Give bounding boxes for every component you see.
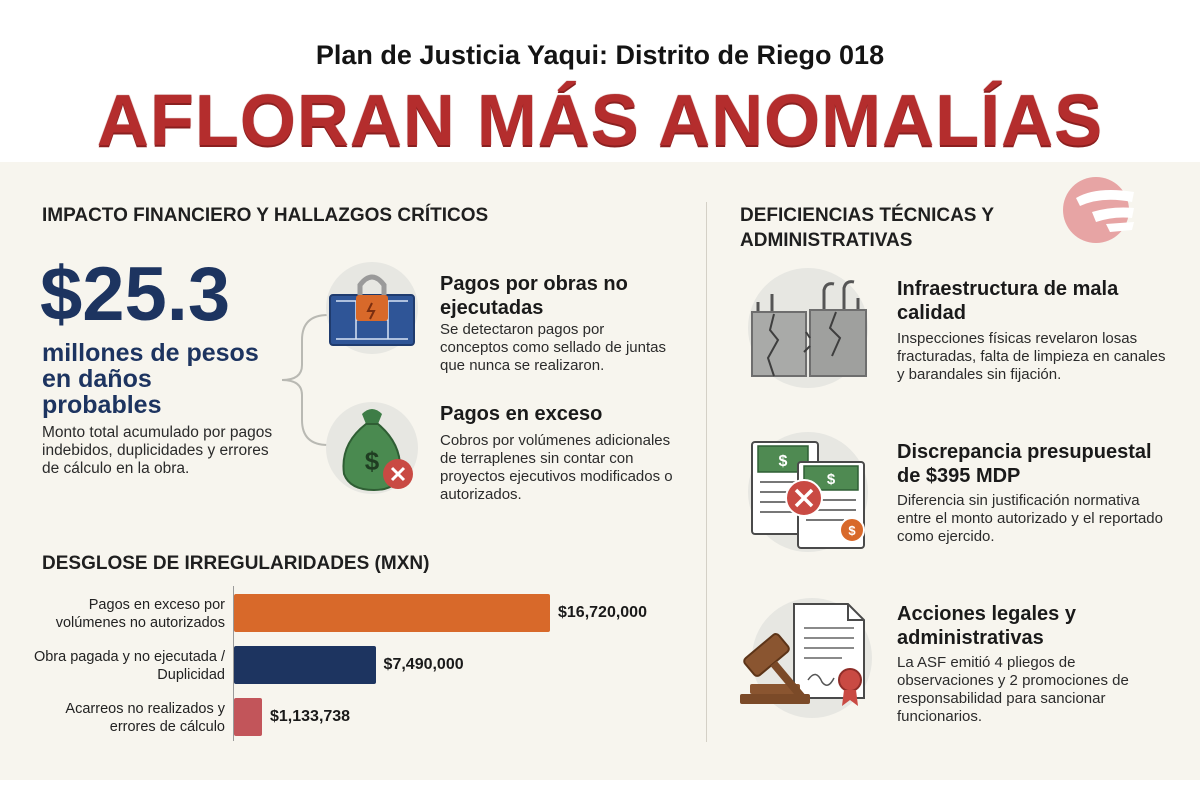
item-title-excess-payments: Pagos en exceso [440, 403, 603, 425]
svg-text:$: $ [826, 471, 836, 488]
page-subtitle: Plan de Justicia Yaqui: Distrito de Riego 018 [315, 40, 885, 70]
svg-text:$: $ [848, 523, 856, 538]
svg-text:$: $ [778, 453, 788, 470]
logo-icon [1062, 172, 1138, 246]
bar-label-1: Obra pagada y no ejecutada / Duplicidad [33, 649, 225, 683]
item-desc-poor-infrastructure: Inspecciones físicas revelaron losas fracturadas, falta de limpieza en canales y barandales sin fijación. [897, 330, 1166, 383]
documents-money-icon [748, 436, 872, 554]
cracked-concrete-icon [744, 272, 874, 382]
item-title-poor-infrastructure: Infraestructura de mala calidad [897, 278, 1119, 324]
column-divider [706, 202, 707, 742]
bar-value-1: $7,490,000 [383, 656, 464, 673]
item-title-legal-actions: Acciones legales y administrativas [897, 603, 1076, 649]
page-title: AFLORAN MÁS ANOMALÍAS [96, 81, 1104, 161]
item-desc-budget-discrepancy: Diferencia sin justificación normativa entre el monto autorizado y el reportado como ejercido. [897, 492, 1163, 545]
bar-label-0: Pagos en exceso por volúmenes no autorizados [55, 597, 225, 631]
item-title-budget-discrepancy: Discrepancia presupuestal de $395 MDP [897, 441, 1152, 487]
item-desc-unexecuted-payments: Se detectaron pagos por conceptos como sellado de juntas que nunca se realizaron. [440, 321, 666, 374]
connector-bracket [270, 300, 330, 460]
chart-title: DESGLOSE DE IRREGULARIDADES (MXN) [42, 553, 430, 574]
header [0, 0, 1200, 160]
deficiencies-section-title: DEFICIENCIAS TÉCNICAS Y ADMINISTRATIVAS [740, 205, 994, 251]
money-bag-icon [326, 400, 422, 496]
bar-value-0: $16,720,000 [558, 604, 647, 621]
total-damage-description: Monto total acumulado por pagos indebidos, duplicidades y errores de cálculo en la obra. [42, 424, 273, 477]
bar-label-2: Acarreos no realizados y errores de cálculo [65, 701, 225, 735]
bar-1 [234, 646, 376, 684]
bar-2 [234, 698, 262, 736]
blueprint-lock-icon [326, 265, 418, 357]
item-desc-legal-actions: La ASF emitió 4 pliegos de observaciones y 2 promociones de responsabilidad para sancionar funcionarios. [897, 654, 1129, 725]
bar-value-2: $1,133,738 [270, 708, 351, 725]
total-damage-caption: millones de pesos en daños probables [42, 339, 259, 419]
svg-text:$: $ [364, 446, 380, 476]
total-damage-amount: $25.3 [40, 252, 231, 337]
item-desc-excess-payments: Cobros por volúmenes adicionales de terraplenes sin contar con proyectos ejecutivos modificados o autorizados. [440, 432, 673, 503]
financial-section-title: IMPACTO FINANCIERO Y HALLAZGOS CRÍTICOS [42, 205, 489, 226]
gavel-document-icon [730, 598, 880, 722]
bar-0 [234, 594, 550, 632]
item-title-unexecuted-payments: Pagos por obras no ejecutadas [440, 273, 628, 319]
